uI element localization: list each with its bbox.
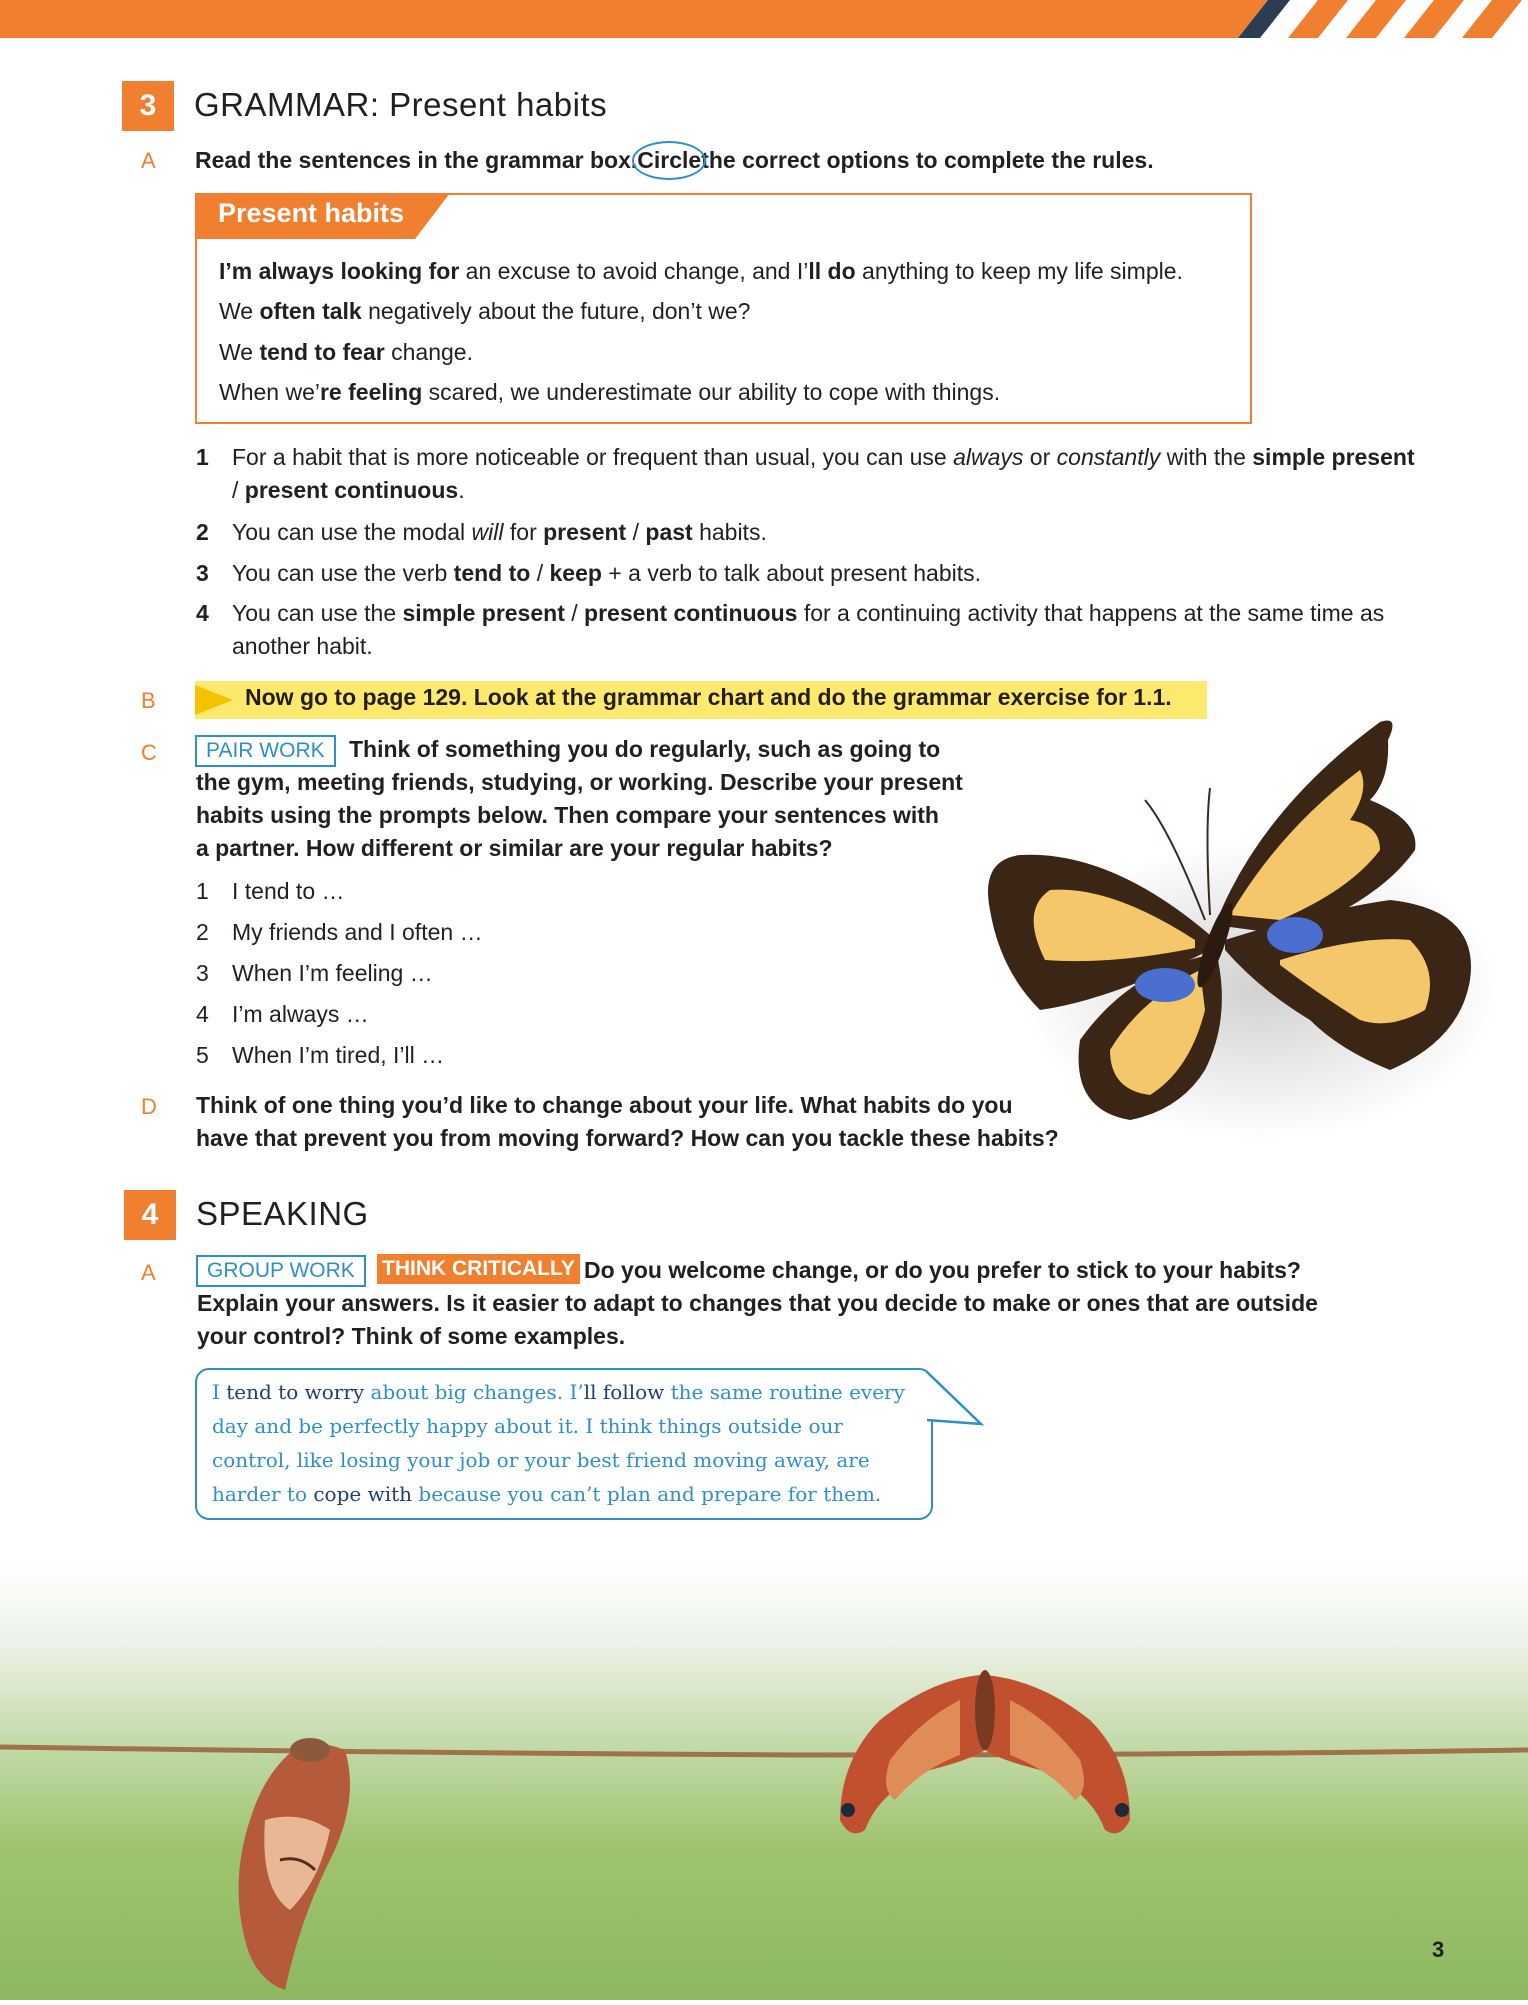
text-segment: / bbox=[626, 519, 646, 545]
exercise-a-instruction bbox=[195, 144, 1154, 177]
exercise-letter: B bbox=[141, 688, 156, 713]
text-segment: change. bbox=[384, 339, 473, 365]
grammar-example-line bbox=[219, 298, 750, 325]
italic-term: always bbox=[953, 444, 1024, 470]
text-segment: / bbox=[530, 560, 550, 586]
instruction-line: the gym, meeting friends, studying, or working. Describe your present bbox=[196, 769, 963, 795]
instruction-line: Think of something you do regularly, such as going to bbox=[349, 736, 941, 762]
text-segment: You can use the verb bbox=[232, 560, 454, 586]
prompt-text: My friends and I often … bbox=[232, 919, 483, 945]
prompt-item bbox=[196, 1042, 444, 1069]
grammar-rule bbox=[196, 557, 1416, 590]
section-number-badge: 4 bbox=[124, 1190, 176, 1240]
text-segment: harder to bbox=[212, 1482, 314, 1506]
option-choice: simple present bbox=[402, 600, 565, 626]
text-segment: for bbox=[503, 519, 544, 545]
speech-line bbox=[212, 1380, 905, 1404]
text-segment: You can use the modal bbox=[232, 519, 472, 545]
prompt-text: When I’m tired, I’ll … bbox=[232, 1042, 445, 1068]
text-segment: with the bbox=[1160, 444, 1253, 470]
instruction-text: the correct options to complete the rules. bbox=[701, 147, 1154, 173]
bold-phrase: ll do bbox=[808, 258, 856, 284]
instruction-line: Explain your answers. Is it easier to adapt to changes that you decide to make or ones that are outside bbox=[197, 1290, 1318, 1316]
moth-scene-illustration bbox=[0, 1560, 1528, 2000]
option-choice: tend to bbox=[453, 560, 531, 586]
exercise-letter: A bbox=[141, 1260, 156, 1285]
prompt-text: I’m always … bbox=[232, 1001, 369, 1027]
italic-term: constantly bbox=[1056, 444, 1161, 470]
page-number: 3 bbox=[1432, 1937, 1445, 1962]
grammar-example-line bbox=[219, 258, 1183, 285]
bold-phrase: re feeling bbox=[319, 379, 423, 405]
prompt-number: 1 bbox=[196, 878, 209, 904]
prompt-text: I tend to … bbox=[232, 878, 345, 904]
text-segment: control, like losing your job or your best friend moving away, are bbox=[212, 1448, 870, 1472]
option-choice: present continuous bbox=[244, 477, 459, 503]
moth-icon bbox=[239, 1738, 350, 1990]
atlas-moth-icon bbox=[840, 1670, 1130, 1833]
text-segment: + a verb to talk about present habits. bbox=[601, 560, 982, 586]
text-segment: You can use the bbox=[232, 600, 403, 626]
bold-phrase: often talk bbox=[259, 298, 362, 324]
speech-line bbox=[212, 1482, 881, 1506]
arrow-icon bbox=[195, 681, 235, 719]
speech-bubble-tail bbox=[925, 1372, 985, 1432]
rule-text bbox=[232, 597, 1416, 663]
option-choice: keep bbox=[549, 560, 602, 586]
text-segment: habits. bbox=[692, 519, 767, 545]
instruction-line: habits using the prompts below. Then compare your sentences with bbox=[196, 802, 939, 828]
text-segment: We bbox=[219, 298, 260, 324]
option-choice: simple present bbox=[1252, 444, 1415, 470]
exercise-letter: A bbox=[141, 148, 156, 173]
rule-text bbox=[232, 557, 1416, 590]
exercise-b-instruction: Now go to page 129. Look at the grammar chart and do the grammar exercise for 1.1. bbox=[245, 684, 1172, 710]
circled-word: Circle bbox=[637, 144, 701, 177]
prompt-number: 4 bbox=[196, 1001, 209, 1027]
stripe-decoration bbox=[1198, 0, 1528, 38]
instruction-line: a partner. How different or similar are your regular habits? bbox=[196, 835, 833, 861]
text-segment: We bbox=[219, 339, 260, 365]
speech-line bbox=[212, 1414, 843, 1438]
text-segment: about big changes. I’ bbox=[364, 1380, 584, 1404]
highlighted-phrase: cope with bbox=[313, 1482, 413, 1506]
bold-phrase: I’m always looking for bbox=[219, 258, 460, 284]
instruction-line: have that prevent you from moving forward? How can you tackle these habits? bbox=[196, 1125, 1059, 1151]
rule-number: 1 bbox=[196, 444, 209, 470]
bold-phrase: tend to fear bbox=[259, 339, 385, 365]
pair-work-tag: PAIR WORK bbox=[195, 735, 336, 767]
butterfly-icon bbox=[960, 710, 1500, 1150]
prompt-number: 2 bbox=[196, 919, 209, 945]
text-segment: anything to keep my life simple. bbox=[855, 258, 1183, 284]
instruction-line: Think of one thing you’d like to change about your life. What habits do you bbox=[196, 1092, 1013, 1118]
grammar-rule bbox=[196, 441, 1416, 507]
section-number-badge: 3 bbox=[122, 81, 174, 131]
text-segment: an excuse to avoid change, and I’ bbox=[459, 258, 809, 284]
grammar-rule bbox=[196, 516, 1416, 549]
text-segment: day and be perfectly happy about it. I think things outside our bbox=[212, 1414, 843, 1438]
text-segment: / bbox=[564, 600, 585, 626]
rule-text bbox=[232, 441, 1416, 507]
text-segment: negatively about the future, don’t we? bbox=[361, 298, 751, 324]
think-critically-tag: THINK CRITICALLY bbox=[377, 1254, 580, 1284]
grammar-example-line bbox=[219, 339, 473, 366]
exercise-letter: C bbox=[141, 740, 157, 765]
text-segment: For a habit that is more noticeable or frequent than usual, you can use bbox=[232, 444, 954, 470]
section-title: GRAMMAR: Present habits bbox=[194, 86, 608, 123]
rule-number: 4 bbox=[196, 600, 209, 626]
grammar-example-line bbox=[219, 379, 1000, 406]
text-segment: for a continuing activity that happens at the same time as another habit. bbox=[232, 600, 1385, 659]
instruction-text: Read the sentences in the grammar box. bbox=[195, 147, 638, 173]
top-banner bbox=[0, 0, 1528, 38]
rule-number: 3 bbox=[196, 560, 209, 586]
italic-term: will bbox=[471, 519, 504, 545]
prompt-number: 3 bbox=[196, 960, 209, 986]
prompt-item bbox=[196, 960, 433, 987]
grammar-box-title: Present habits bbox=[218, 198, 405, 228]
text-segment: scared, we underestimate our ability to cope with things. bbox=[422, 379, 1001, 405]
group-work-tag: GROUP WORK bbox=[196, 1255, 366, 1287]
text-segment: . bbox=[458, 477, 465, 503]
instruction-line: your control? Think of some examples. bbox=[197, 1323, 626, 1349]
text-segment: because you can’t plan and prepare for them. bbox=[412, 1482, 882, 1506]
highlighted-phrase: tend to worry bbox=[226, 1380, 365, 1404]
rule-number: 2 bbox=[196, 519, 209, 545]
text-segment: I bbox=[212, 1380, 227, 1404]
prompt-item bbox=[196, 1001, 369, 1028]
grammar-rule bbox=[196, 597, 1416, 663]
option-choice: past bbox=[645, 519, 693, 545]
prompt-item bbox=[196, 878, 345, 905]
prompt-item bbox=[196, 919, 483, 946]
option-choice: present bbox=[543, 519, 627, 545]
section-title: SPEAKING bbox=[196, 1195, 369, 1232]
bottom-scene bbox=[0, 1560, 1528, 2000]
instruction-line: Do you welcome change, or do you prefer to stick to your habits? bbox=[584, 1257, 1301, 1283]
text-segment: the same routine every bbox=[664, 1380, 905, 1404]
text-segment: or bbox=[1023, 444, 1057, 470]
prompt-number: 5 bbox=[196, 1042, 209, 1068]
prompt-text: When I’m feeling … bbox=[232, 960, 433, 986]
text-segment: When we’ bbox=[219, 379, 320, 405]
speech-line bbox=[212, 1448, 870, 1472]
rule-text bbox=[232, 516, 1416, 549]
option-choice: present continuous bbox=[584, 600, 798, 626]
highlighted-phrase: ll follow bbox=[583, 1380, 665, 1404]
exercise-letter: D bbox=[141, 1094, 157, 1119]
text-segment: / bbox=[232, 477, 245, 503]
